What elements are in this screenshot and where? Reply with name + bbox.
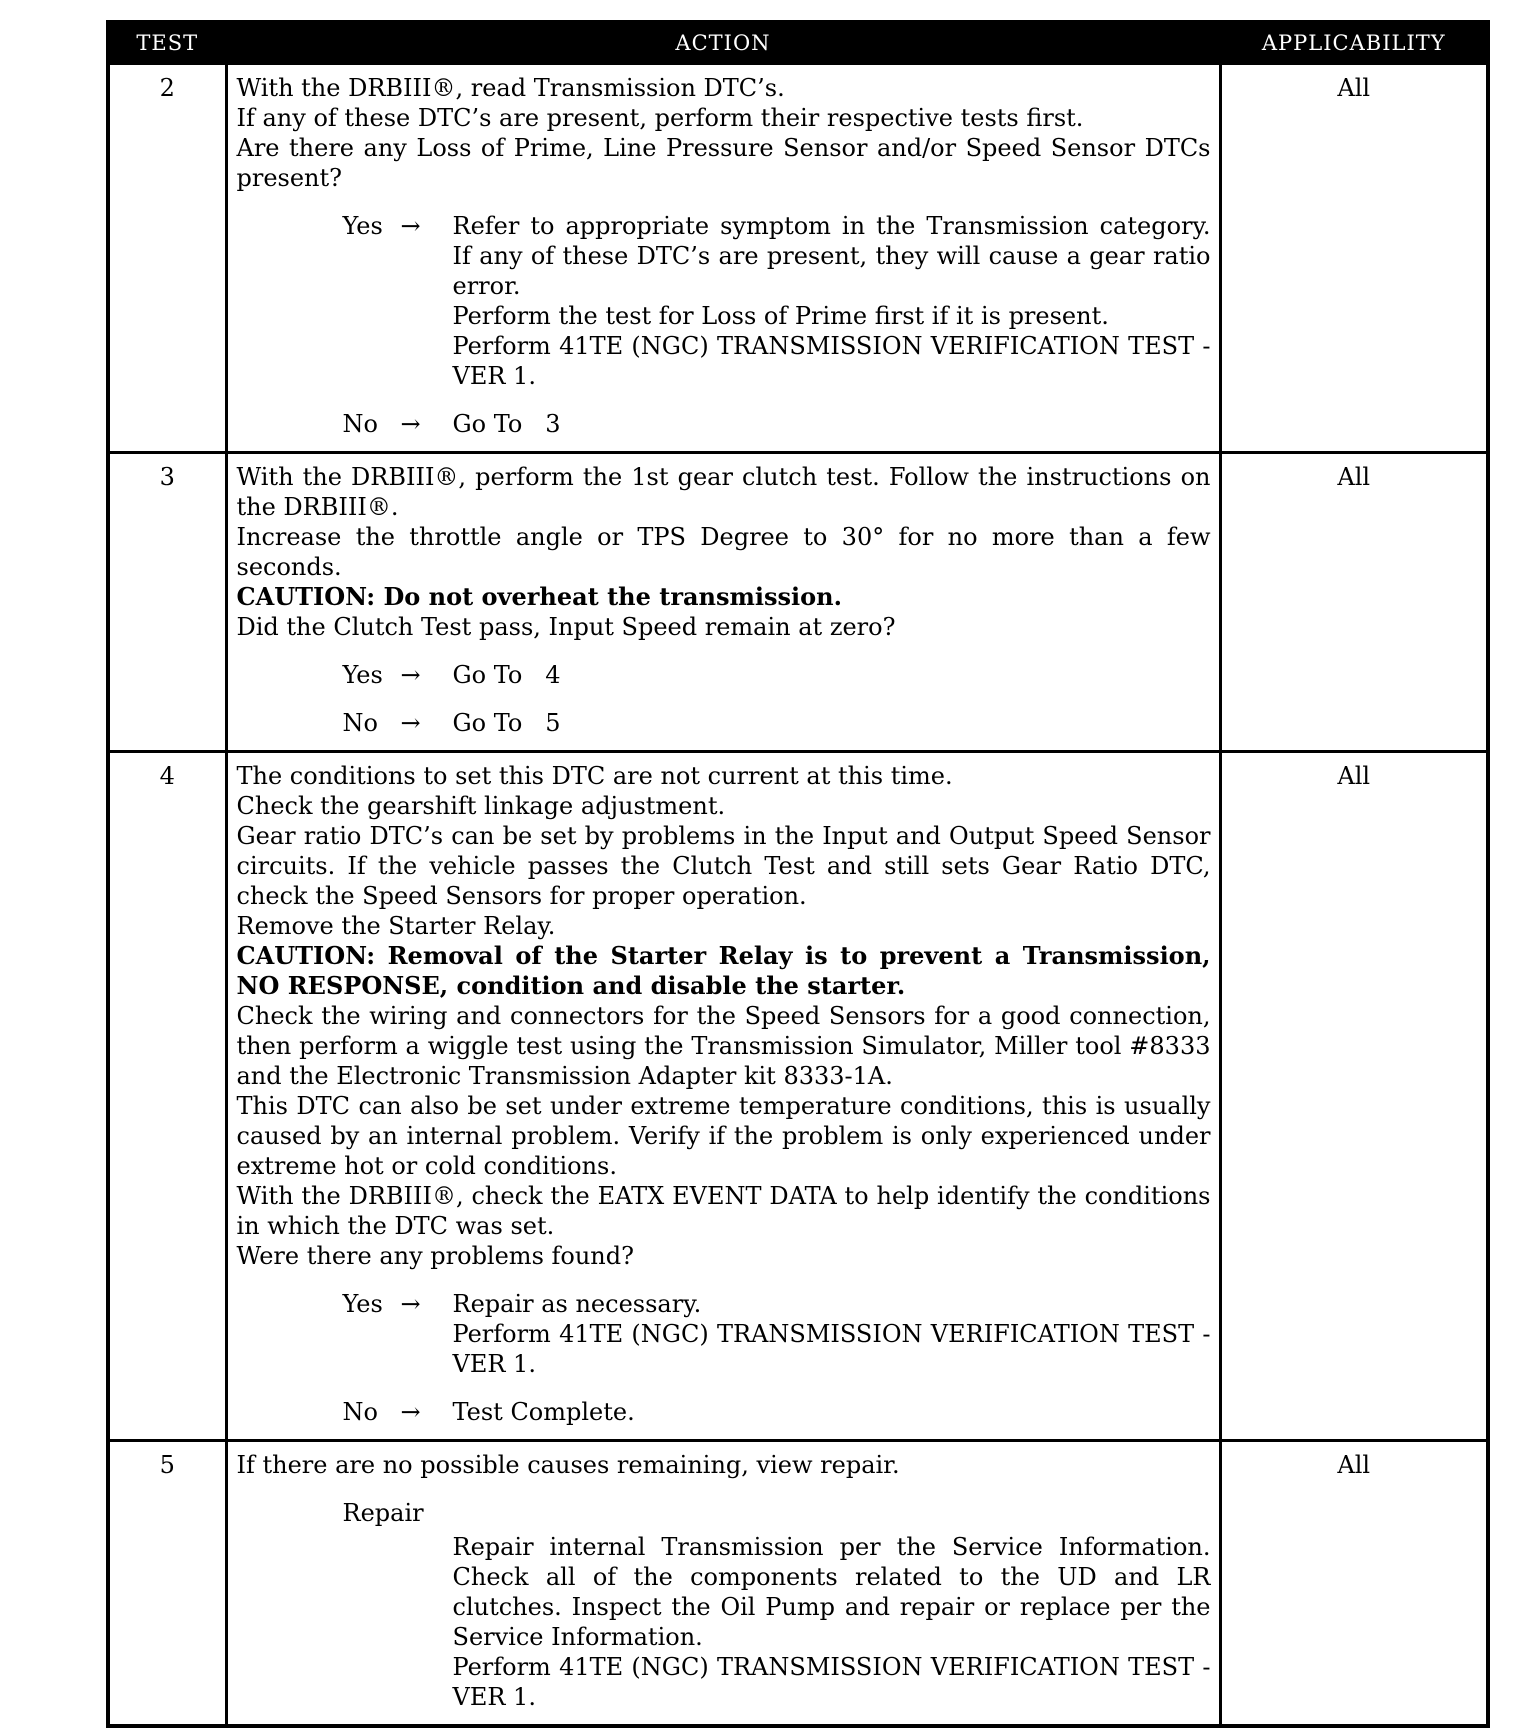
result-text: Perform 41TE (NGC) TRANSMISSION VERIFICATION TEST - VER 1. xyxy=(452,1320,1211,1378)
caution-text: CAUTION: Removal of the Starter Relay is to prevent a Transmission, NO RESPONSE, condition and disable the starter. xyxy=(236,941,1211,1000)
applicability-value: All xyxy=(1220,453,1488,752)
yes-branch xyxy=(237,1289,1211,1379)
action-cell xyxy=(226,752,1220,1441)
action-cell xyxy=(226,453,1220,752)
yes-label: Yes xyxy=(342,661,383,689)
test-number: 3 xyxy=(108,453,226,752)
action-text: Remove the Starter Relay. xyxy=(236,912,556,940)
table-row xyxy=(108,1441,1488,1727)
action-text: If any of these DTC’s are present, perform their respective tests first. xyxy=(236,104,1084,132)
header-applicability: APPLICABILITY xyxy=(1220,22,1488,64)
action-text: Check the wiring and connectors for the Speed Sensors for a good connection, then perform a wiggle test using the Transmission Simulator, Miller tool #8333 and the Electronic Transmission Adapter kit 8333-1A. xyxy=(236,1002,1211,1090)
header-action: ACTION xyxy=(226,22,1220,64)
no-label: No xyxy=(342,410,378,438)
no-result: Test Complete. xyxy=(452,1398,635,1426)
diagnostic-test-sheet xyxy=(106,20,1486,1728)
applicability-value: All xyxy=(1220,1441,1488,1727)
no-branch xyxy=(237,409,1211,439)
yes-label: Yes xyxy=(342,1290,383,1318)
arrow-icon: → xyxy=(400,212,421,240)
action-text: With the DRBIII®, check the EATX EVENT DATA to help identify the conditions in which the DTC was set. xyxy=(236,1182,1211,1240)
result-text: Repair as necessary. xyxy=(452,1290,702,1318)
action-text: Gear ratio DTC’s can be set by problems in the Input and Output Speed Sensor circuits. If the vehicle passes the Clutch Test and still sets Gear Ratio DTC, check the Speed Sensors for proper operation. xyxy=(236,822,1211,910)
header-test: TEST xyxy=(108,22,226,64)
action-text: Check the gearshift linkage adjustment. xyxy=(236,792,726,820)
arrow-icon: → xyxy=(400,709,421,737)
table-header-row xyxy=(108,22,1488,64)
no-branch xyxy=(237,1397,1211,1427)
action-text: If there are no possible causes remaining, view repair. xyxy=(236,1451,900,1479)
no-result: Go To 5 xyxy=(452,709,561,737)
no-label: No xyxy=(342,1398,378,1426)
action-text: Increase the throttle angle or TPS Degree to 30° for no more than a few seconds. xyxy=(236,523,1211,581)
applicability-value: All xyxy=(1220,64,1488,453)
test-number: 2 xyxy=(108,64,226,453)
result-text: Perform 41TE (NGC) TRANSMISSION VERIFICATION TEST - VER 1. xyxy=(452,332,1211,390)
no-result: Go To 3 xyxy=(452,410,561,438)
repair-label: Repair xyxy=(342,1499,424,1527)
arrow-icon: → xyxy=(400,1398,421,1426)
table-row xyxy=(108,64,1488,453)
table-row xyxy=(108,752,1488,1441)
action-cell xyxy=(226,1441,1220,1727)
result-text: Refer to appropriate symptom in the Transmission category. If any of these DTC’s are present, they will cause a gear ratio error. xyxy=(452,212,1211,300)
repair-instructions xyxy=(237,1532,1211,1712)
test-number: 4 xyxy=(108,752,226,1441)
action-text: With the DRBIII®, perform the 1st gear clutch test. Follow the instructions on the DRBIII®. xyxy=(236,463,1211,521)
diagnostic-table xyxy=(106,20,1490,1728)
action-text: Are there any Loss of Prime, Line Pressure Sensor and/or Speed Sensor DTCs present? xyxy=(236,134,1211,192)
yes-branch xyxy=(237,211,1211,391)
action-text: The conditions to set this DTC are not current at this time. xyxy=(236,762,953,790)
caution-text: CAUTION: Do not overheat the transmission. xyxy=(236,582,842,611)
arrow-icon: → xyxy=(400,661,421,689)
table-row xyxy=(108,453,1488,752)
yes-label: Yes xyxy=(342,212,383,240)
action-text: With the DRBIII®, read Transmission DTC’s. xyxy=(236,74,785,102)
action-text: Were there any problems found? xyxy=(236,1242,634,1270)
action-text: Did the Clutch Test pass, Input Speed remain at zero? xyxy=(236,613,896,641)
action-text: This DTC can also be set under extreme temperature conditions, this is usually caused by an internal problem. Verify if the problem is only experienced under extreme hot or cold conditions. xyxy=(236,1092,1211,1180)
applicability-value: All xyxy=(1220,752,1488,1441)
yes-result xyxy=(453,1289,1211,1379)
arrow-icon: → xyxy=(400,1290,421,1318)
yes-branch xyxy=(237,660,1211,690)
repair-text: Repair internal Transmission per the Service Information. Check all of the components related to the UD and LR clutches. Inspect the Oil Pump and repair or replace per the Service Information. xyxy=(452,1533,1211,1651)
yes-result xyxy=(453,211,1211,391)
result-text: Perform the test for Loss of Prime first if it is present. xyxy=(452,302,1109,330)
yes-result: Go To 4 xyxy=(452,661,561,689)
action-cell xyxy=(226,64,1220,453)
arrow-icon: → xyxy=(400,410,421,438)
repair-text: Perform 41TE (NGC) TRANSMISSION VERIFICATION TEST - VER 1. xyxy=(452,1653,1211,1711)
no-label: No xyxy=(342,709,378,737)
no-branch xyxy=(237,708,1211,738)
test-number: 5 xyxy=(108,1441,226,1727)
